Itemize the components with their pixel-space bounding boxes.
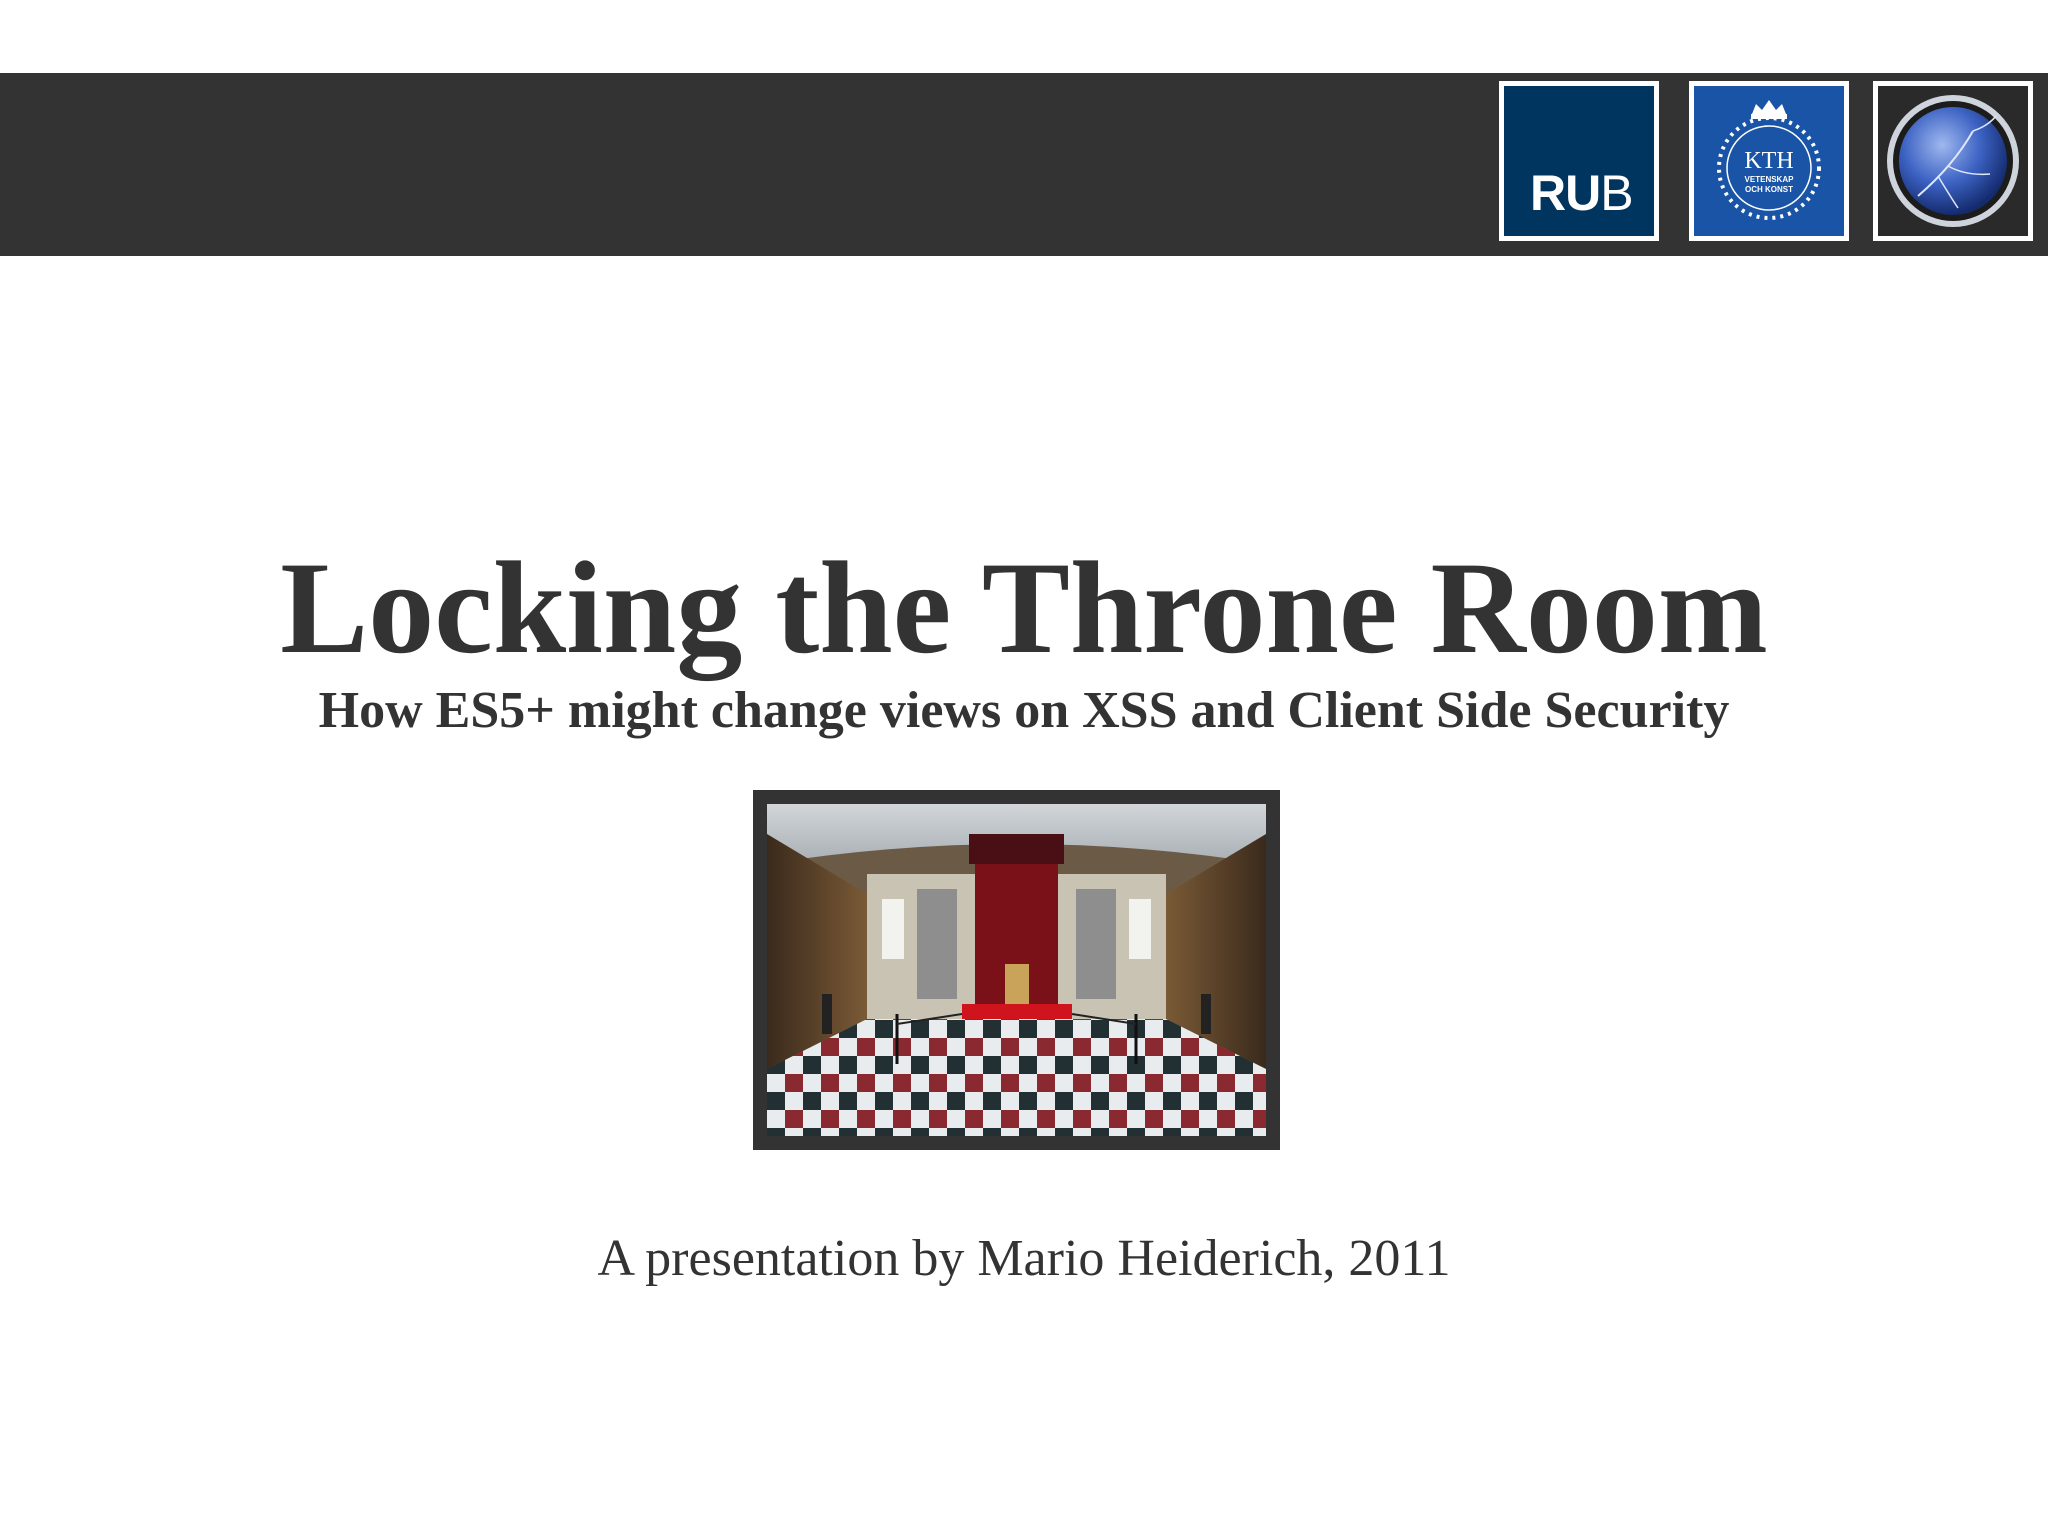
svg-text:OCH KONST: OCH KONST: [1745, 185, 1793, 194]
kth-seal-icon: [1694, 86, 1844, 236]
owasp-logo: [1873, 81, 2033, 241]
slide-subtitle: How ES5+ might change views on XSS and Client Side Security: [318, 682, 1730, 739]
owasp-wasp-icon: [1878, 86, 2028, 236]
byline: A presentation by Mario Heiderich, 2011: [597, 1230, 1451, 1287]
slide-title: Locking the Throne Room: [280, 534, 1768, 681]
kth-logo: [1689, 81, 1849, 241]
svg-text:VETENSKAP: VETENSKAP: [1744, 175, 1794, 184]
rub-logo: [1499, 81, 1659, 241]
svg-text:KTH: KTH: [1744, 148, 1794, 174]
throne-room-photo: [753, 790, 1280, 1150]
rub-logo-text: RUB: [1530, 165, 1633, 221]
throne-room-image: [767, 804, 1266, 1136]
